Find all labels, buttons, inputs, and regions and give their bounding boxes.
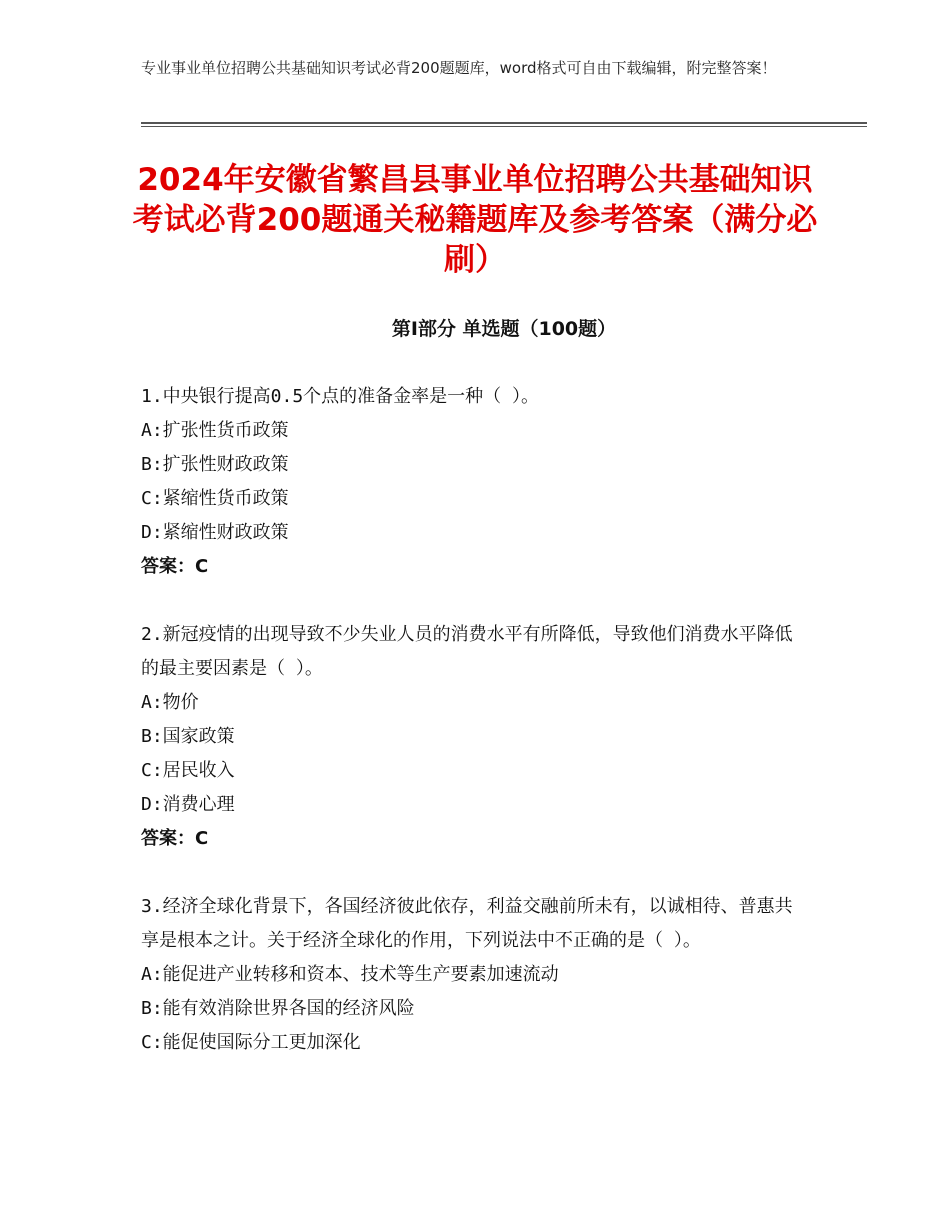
document-title: 2024年安徽省繁昌县事业单位招聘公共基础知识考试必背200题通关秘籍题库及参考答案（满分必刷） xyxy=(132,162,818,278)
question-stem: 1.中央银行提高0.5个点的准备金率是一种（ ）。 xyxy=(141,386,540,407)
answer-line: 答案：C xyxy=(141,556,209,577)
option-a: A:物价 xyxy=(141,692,199,713)
header-note: 专业事业单位招聘公共基础知识考试必背200题题库，word格式可自由下载编辑，附完整答案！ xyxy=(141,59,777,77)
option-b: B:国家政策 xyxy=(141,726,235,747)
section-heading: 第Ⅰ部分 单选题（100题） xyxy=(391,318,617,340)
option-b: B:能有效消除世界各国的经济风险 xyxy=(141,998,415,1019)
question-3 xyxy=(141,890,801,1060)
question-1 xyxy=(141,380,801,584)
option-a: A:扩张性货币政策 xyxy=(141,420,289,441)
option-c: C:居民收入 xyxy=(141,760,235,781)
question-2 xyxy=(141,618,801,856)
option-a: A:能促进产业转移和资本、技术等生产要素加速流动 xyxy=(141,964,559,985)
answer-line: 答案：C xyxy=(141,828,209,849)
header-rule-thin xyxy=(141,126,867,127)
header-rule-thick xyxy=(141,122,867,124)
question-list xyxy=(141,380,801,1094)
question-stem: 2.新冠疫情的出现导致不少失业人员的消费水平有所降低，导致他们消费水平降低的最主要因素是（ ）。 xyxy=(141,624,793,679)
option-c: C:能促使国际分工更加深化 xyxy=(141,1032,361,1053)
option-b: B:扩张性财政政策 xyxy=(141,454,289,475)
option-d: D:紧缩性财政政策 xyxy=(141,522,289,543)
option-d: D:消费心理 xyxy=(141,794,235,815)
option-c: C:紧缩性货币政策 xyxy=(141,488,289,509)
question-stem: 3.经济全球化背景下，各国经济彼此依存，利益交融前所未有，以诚相待、普惠共享是根本之计。关于经济全球化的作用，下列说法中不正确的是（ ）。 xyxy=(141,896,793,951)
